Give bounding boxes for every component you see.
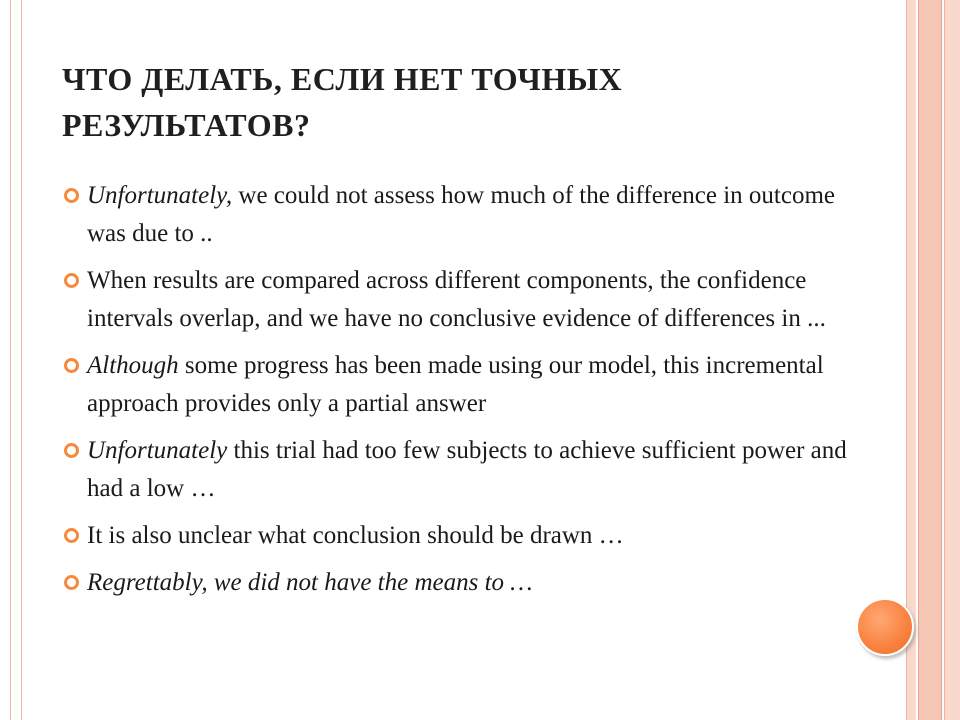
- bullet-text: we could not assess how much of the difference in outcome was due to ..: [87, 182, 835, 247]
- bullet-item: [62, 564, 852, 602]
- title-line-1: ЧТО ДЕЛАТЬ, ЕСЛИ НЕТ ТОЧНЫХ: [62, 61, 623, 97]
- ring-bullet-icon: [64, 188, 79, 203]
- bullet-item: [62, 177, 852, 253]
- bullet-item: [62, 347, 852, 423]
- bullet-emphasis: Unfortunately,: [87, 182, 233, 209]
- right-frame-stripes: [906, 0, 960, 720]
- bullet-text: some progress has been made using our model, this incremental approach provides only a partial answer: [87, 352, 824, 417]
- ring-bullet-icon: [64, 575, 79, 590]
- bullet-item: [62, 517, 852, 555]
- stripe: [944, 0, 960, 720]
- bullet-text: Regrettably, we did not have the means to …: [87, 569, 533, 596]
- ring-bullet-icon: [64, 443, 79, 458]
- bullet-text: It is also unclear what conclusion should be drawn …: [87, 522, 624, 549]
- ring-bullet-icon: [64, 358, 79, 373]
- bullet-list: [62, 177, 852, 611]
- title-line-2: РЕЗУЛЬТАТОВ?: [62, 107, 311, 143]
- bullet-item: [62, 262, 852, 338]
- left-frame-border: [10, 0, 22, 720]
- ring-bullet-icon: [64, 528, 79, 543]
- slide-title: [62, 56, 882, 148]
- stripe: [918, 0, 942, 720]
- bullet-emphasis: Unfortunately: [87, 437, 228, 464]
- bullet-item: [62, 432, 852, 508]
- bullet-text: this trial had too few subjects to achieve sufficient power and had a low …: [87, 437, 847, 502]
- bullet-emphasis: Although: [87, 352, 179, 379]
- bullet-text: When results are compared across different components, the confidence intervals overlap, and we have no conclusive evidence of differences in ...: [87, 267, 826, 332]
- ring-bullet-icon: [64, 273, 79, 288]
- orange-circle-decoration: [856, 598, 914, 656]
